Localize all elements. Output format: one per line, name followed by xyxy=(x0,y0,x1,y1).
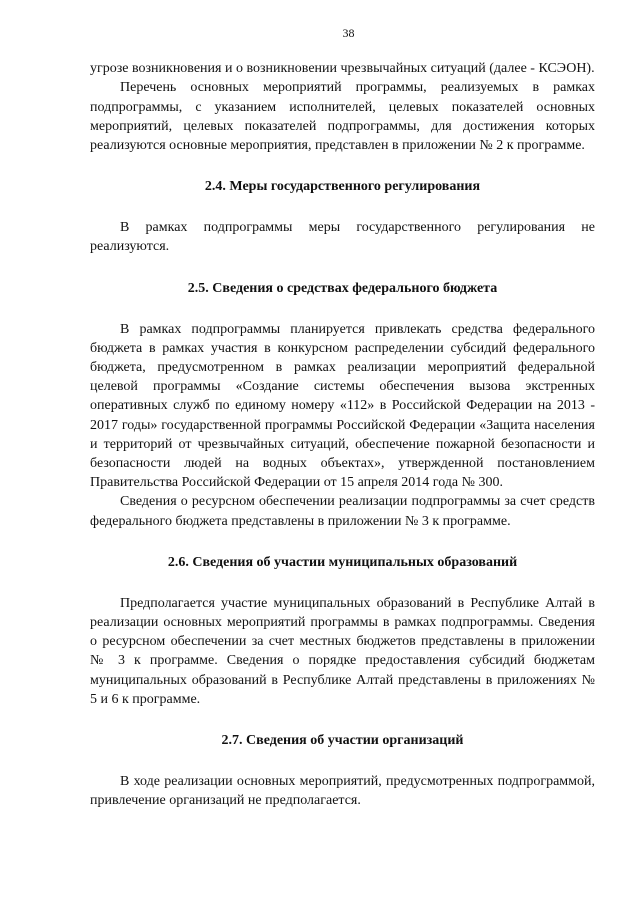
section-2-5-paragraph-1: В рамках подпрограммы планируется привлекать средства федерального бюджета в рамках участия в конкурсном распределении субсидий федерального бюджета, предусмотренном в рамках реализации мероприятий федеральной целевой программы «Создание системы обеспечения вызова экстренных оперативных служб по единому номеру «112» в Российской Федерации на 2013 - 2017 годы» государственной программы Российской Федерации «Защита населения и территорий от чрезвычайных ситуаций, обеспечение пожарной безопасности и безопасности людей на водных объектах», утвержденной постановлением Правительства Российской Федерации от 15 апреля 2014 года № 300. xyxy=(90,321,595,491)
document-page xyxy=(90,24,595,810)
section-2-7-paragraph-1: В ходе реализации основных мероприятий, предусмотренных подпрограммой, привлечение организаций не предполагается. xyxy=(90,774,595,809)
section-2-4-paragraph-1: В рамках подпрограммы меры государственного регулирования не реализуются. xyxy=(90,220,595,255)
section-2-6-paragraph-1: Предполагается участие муниципальных образований в Республике Алтай в реализации основных мероприятий программы в рамках подпрограммы. Сведения о ресурсном обеспечении за счет местных бюджетов представлены в приложении № 3 к программе. Сведения о порядке предоставления субсидий бюджетам муниципальных образований в Республике Алтай представлены в приложениях № 5 и 6 к программе. xyxy=(90,595,595,707)
intro-paragraph-1: угрозе возникновения и о возникновении чрезвычайных ситуаций (далее - КСЭОН). xyxy=(90,61,595,77)
section-2-7-heading: 2.7. Сведения об участии организаций xyxy=(221,733,464,749)
section-2-5-paragraph-2: Сведения о ресурсном обеспечении реализации подпрограммы за счет средств федерального бюджета представлены в приложении № 3 к программе. xyxy=(90,494,595,529)
intro-paragraph-2: Перечень основных мероприятий программы, реализуемых в рамках подпрограммы, с указанием исполнителей, целевых показателей основных мероприятий, целевых показателей подпрограммы, для достижения которых реализуются основные мероприятия, представлен в приложении № 2 к программе. xyxy=(90,80,595,154)
section-2-5-heading: 2.5. Сведения о средствах федерального бюджета xyxy=(187,280,498,296)
section-2-6-heading: 2.6. Сведения об участии муниципальных образований xyxy=(167,554,518,570)
page-number: 38 xyxy=(342,26,355,40)
section-2-4-heading: 2.4. Меры государственного регулирования xyxy=(204,179,481,195)
